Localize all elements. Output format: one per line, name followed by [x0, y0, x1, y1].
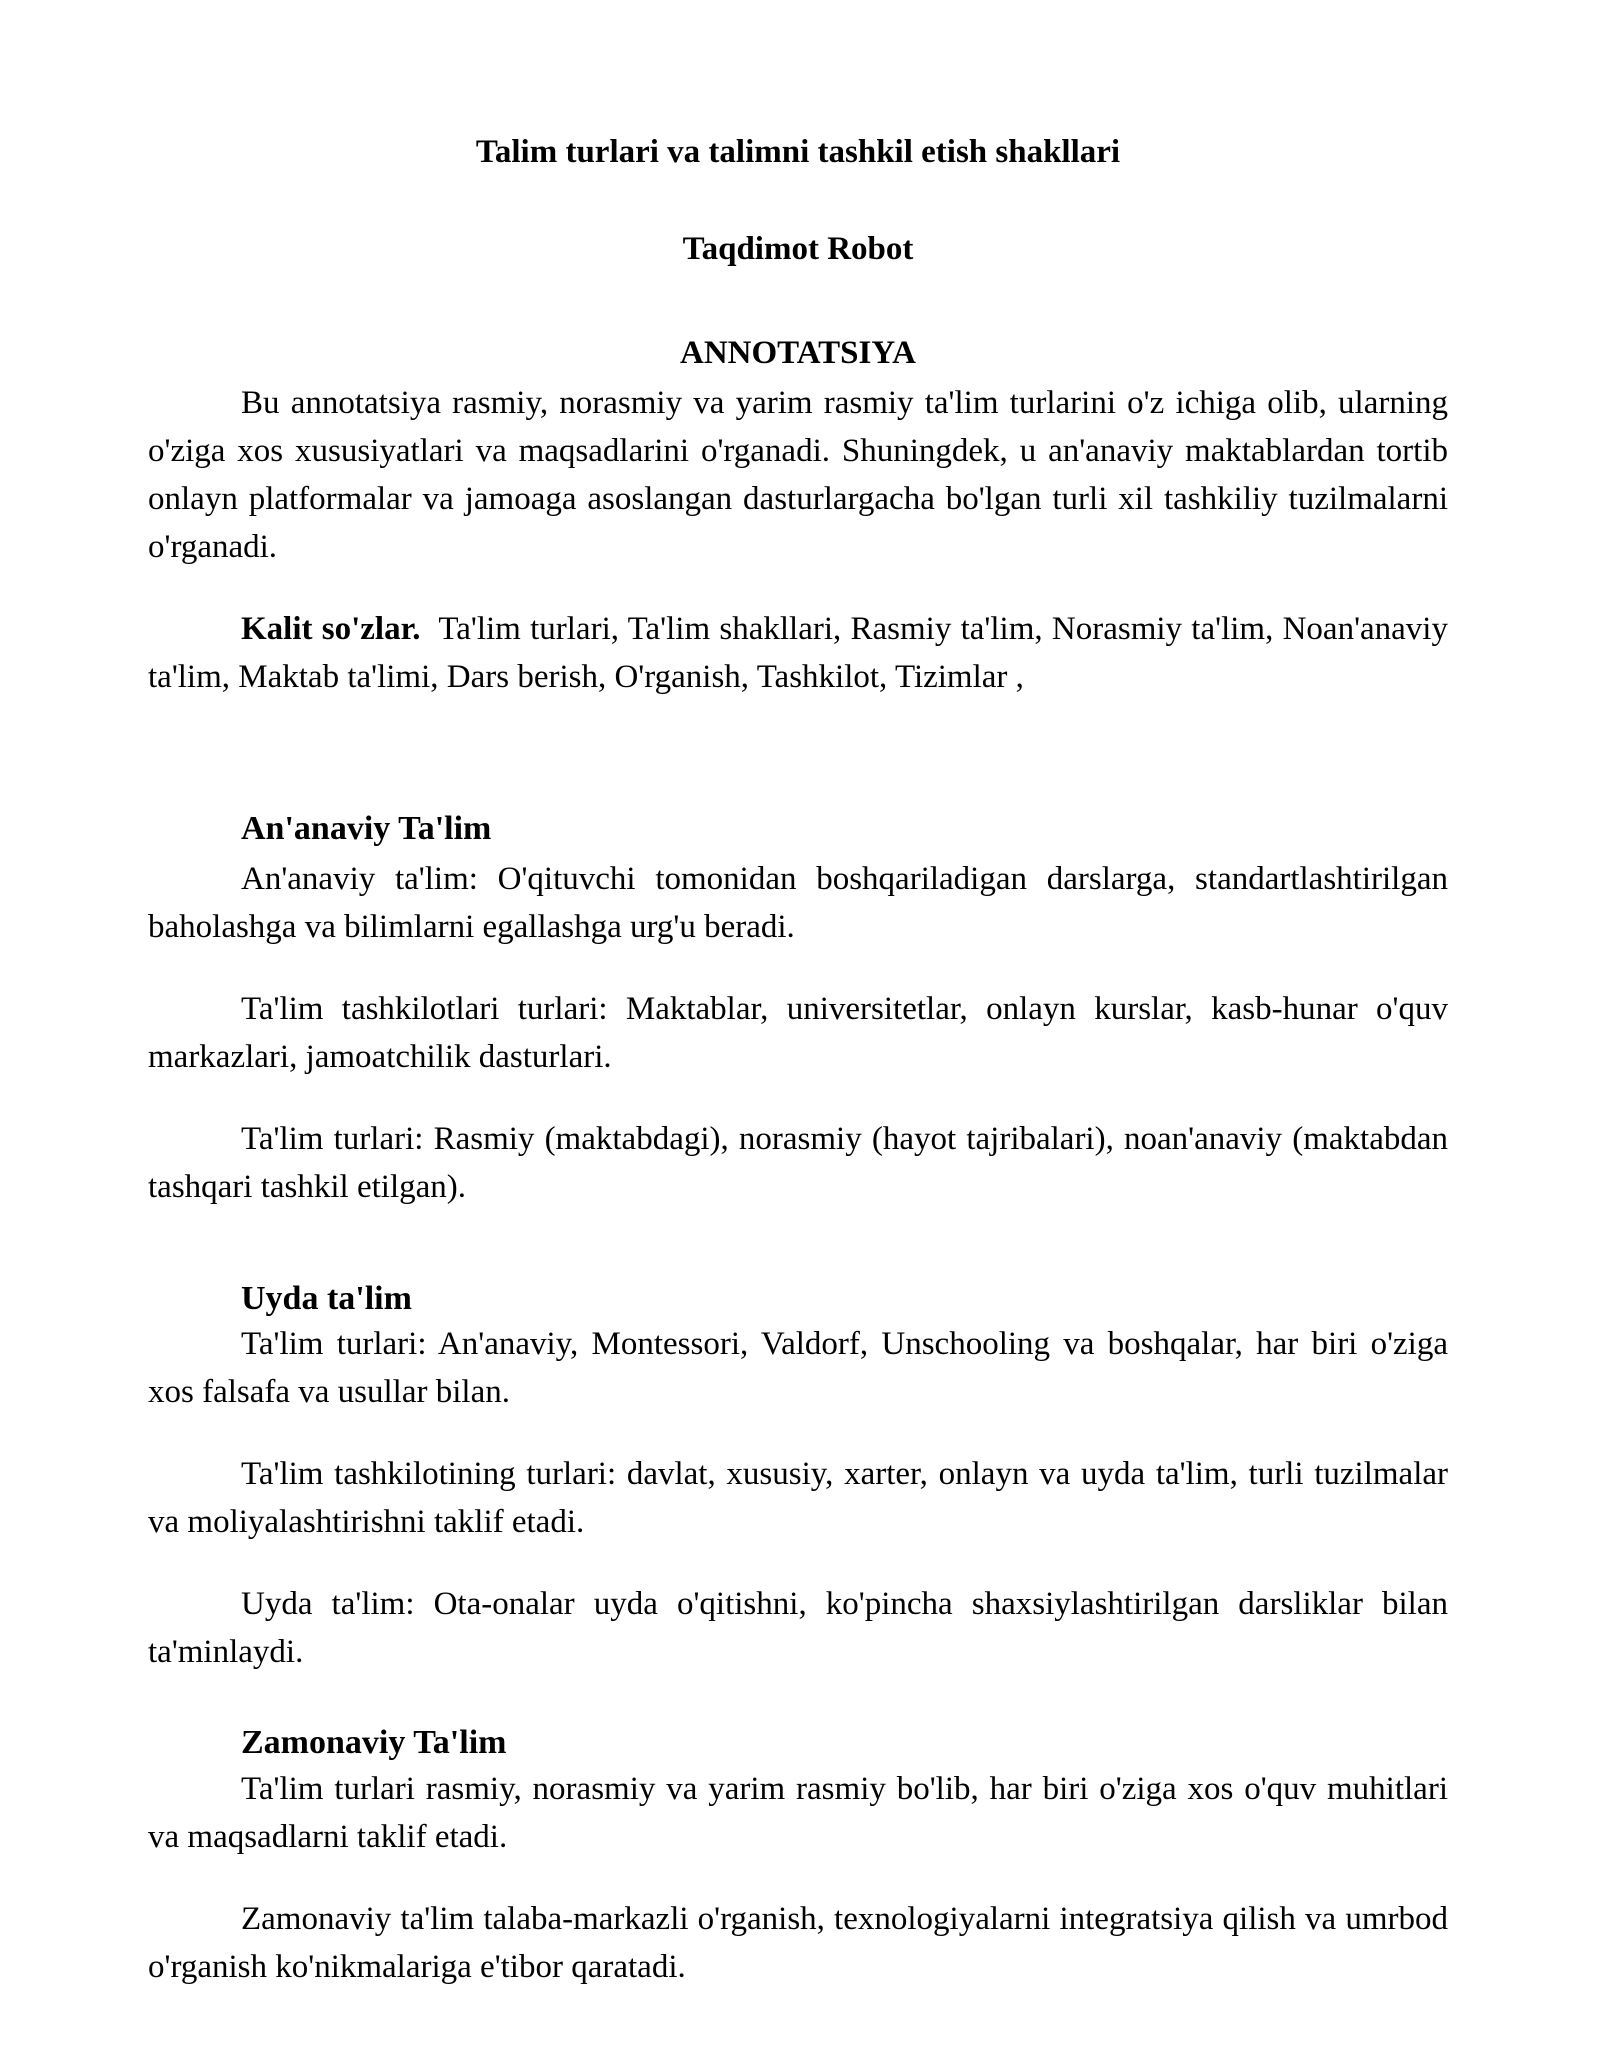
keywords-paragraph — [148, 605, 1448, 701]
annotation-heading: ANNOTATSIYA — [680, 335, 916, 371]
section-paragraph: Ta'lim tashkilotining turlari: davlat, xususiy, xarter, onlayn va uyda ta'lim, turli tuzilmalar va moliyalashtirishni taklif etadi. — [148, 1456, 1448, 1540]
keywords-label: Kalit so'zlar. — [241, 611, 421, 647]
section-heading: An'anaviy Ta'lim — [241, 810, 492, 847]
annotation-paragraph: Bu annotatsiya rasmiy, norasmiy va yarim rasmiy ta'lim turlarini o'z ichiga olib, ularning o'ziga xos xususiyatlari va maqsadlarini o'rganadi. Shuningdek, u an'anaviy maktablardan tortib onlayn platformalar va jamoaga asoslangan dasturlargacha bo'lgan turli xil tashkiliy tuzilmalarni o'rganadi. — [148, 385, 1448, 565]
section-paragraph: Ta'lim turlari rasmiy, norasmiy va yarim rasmiy bo'lib, har biri o'ziga xos o'quv muhitlari va maqsadlarni taklif etadi. — [148, 1771, 1448, 1855]
document-page — [148, 0, 1448, 2070]
document-author: Taqdimot Robot — [682, 231, 914, 267]
section-paragraph: Uyda ta'lim: Ota-onalar uyda o'qitishni, ko'pincha shaxsiylashtirilgan darsliklar bilan ta'minlaydi. — [148, 1586, 1448, 1670]
keywords-text: Ta'lim turlari, Ta'lim shakllari, Rasmiy ta'lim, Norasmiy ta'lim, Noan'anaviy ta'lim, Maktab ta'limi, Dars berish, O'rganish, Tashkilot, Tizimlar , — [148, 611, 1448, 695]
section-paragraph: An'anaviy ta'lim: O'qituvchi tomonidan boshqariladigan darslarga, standartlashtirilgan baholashga va bilimlarni egallashga urg'u beradi. — [148, 861, 1448, 945]
section-paragraph: Ta'lim turlari: Rasmiy (maktabdagi), norasmiy (hayot tajribalari), noan'anaviy (maktabdan tashqari tashkil etilgan). — [148, 1121, 1448, 1205]
section-paragraph: Ta'lim turlari: An'anaviy, Montessori, Valdorf, Unschooling va boshqalar, har biri o'ziga xos falsafa va usullar bilan. — [148, 1326, 1448, 1410]
section-heading: Zamonaviy Ta'lim — [241, 1724, 507, 1761]
section-paragraph: Zamonaviy ta'lim talaba-markazli o'rganish, texnologiyalarni integratsiya qilish va umrbod o'rganish ko'nikmalariga e'tibor qaratadi. — [148, 1901, 1448, 1985]
section-paragraph: Ta'lim tashkilotlari turlari: Maktablar, universitetlar, onlayn kurslar, kasb-hunar o'quv markazlari, jamoatchilik dasturlari. — [148, 991, 1448, 1075]
section-heading: Uyda ta'lim — [241, 1280, 412, 1317]
document-title: Talim turlari va talimni tashkil etish shakllari — [475, 134, 1121, 170]
